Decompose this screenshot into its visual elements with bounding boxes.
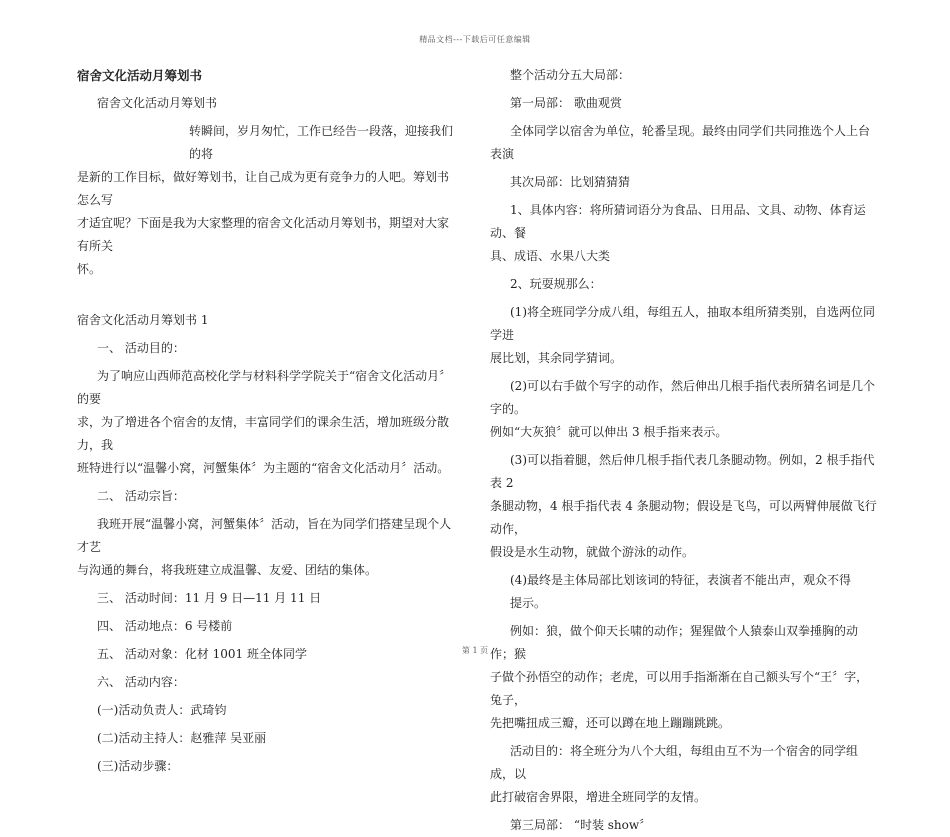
section-title: 宿舍文化活动月筹划书 1: [77, 313, 209, 327]
right-line: 全体同学以宿舍为单位，轮番呈现。最终由同学们共同推选个人上台表演: [490, 124, 871, 161]
right-line: (2)可以右手做个写字的动作，然后伸出几根手指代表所猜名词是几个字的。: [490, 379, 876, 416]
list-item: 三、 活动时间：11 月 9 日—11 月 11 日: [97, 591, 322, 605]
right-line: 2、玩耍规那么：: [510, 277, 602, 291]
list-item: 五、 活动对象：化材 1001 班全体同学: [97, 647, 307, 661]
right-line: 其次局部：比划猜猜猜: [510, 175, 631, 189]
list-item: 与沟通的舞台，将我班建立成温馨、友爱、团结的集体。: [77, 563, 378, 577]
intro-line: 是新的工作目标，做好筹划书，让自己成为更有竞争力的人吧。筹划书怎么写: [77, 170, 450, 207]
document-title: 宿舍文化活动月筹划书: [77, 68, 203, 83]
page-number: 第 1 页: [461, 646, 489, 655]
document-subtitle: 宿舍文化活动月筹划书: [97, 96, 218, 110]
right-line: 展比划，其余同学猜词。: [490, 351, 623, 365]
list-item: (三)活动步骤：: [97, 759, 179, 773]
list-item: 六、 活动内容：: [97, 675, 185, 689]
right-line: 子做个孙悟空的动作；老虎，可以用手指渐渐在自己额头写个“王〞字，兔子，: [490, 670, 869, 707]
right-line: 此打破宿舍界限，增进全班同学的友情。: [490, 790, 707, 804]
right-line: 假设是水生动物，就做个游泳的动作。: [490, 545, 695, 559]
right-line: 整个活动分五大局部：: [510, 68, 631, 82]
intro-line: 转瞬间，岁月匆忙，工作已经告一段落，迎接我们的将: [189, 124, 454, 161]
list-item: 求，为了增进各个宿舍的友情，丰富同学们的课余生活，增加班级分散力，我: [77, 415, 450, 452]
right-line: 具、成语、水果八大类: [490, 249, 611, 263]
right-line: 条腿动物，4 根手指代表 4 条腿动物；假设是飞鸟，可以两臂伸展做飞行动作，: [490, 499, 877, 536]
right-line: 1、具体内容：将所猜词语分为食品、日用品、文具、动物、体育运动、餐: [490, 203, 866, 240]
right-column: [490, 64, 880, 837]
list-item: 一、 活动目的：: [97, 341, 185, 355]
list-item: 班特进行以“温馨小窝，河蟹集体〞为主题的“宿舍文化活动月〞活动。: [77, 461, 450, 475]
list-item: 我班开展“温馨小窝，河蟹集体〞活动，旨在为同学们搭建呈现个人才艺: [77, 517, 452, 554]
list-item: 二、 活动宗旨：: [97, 489, 185, 503]
list-item: 为了响应山西师范高校化学与材料科学学院关于“宿舍文化活动月〞的要: [77, 369, 452, 406]
right-line: (3)可以指着腿，然后伸几根手指代表几条腿动物。例如，2 根手指代表 2: [490, 453, 875, 490]
right-line: 先把嘴扭成三瓣，还可以蹲在地上蹦蹦跳跳。: [490, 716, 731, 730]
right-line: 例如：狼，做个仰天长啸的动作；猩猩做个人猿泰山双拳捶胸的动作；猴: [490, 624, 859, 661]
intro-line: 才适宜呢？下面是我为大家整理的宿舍文化活动月筹划书，期望对大家有所关: [77, 216, 450, 253]
intro-line: 怀。: [77, 262, 102, 276]
list-item: 四、 活动地点：6 号楼前: [97, 619, 233, 633]
list-item: (二)活动主持人：赵雅萍 吴亚丽: [97, 731, 267, 745]
right-line: 活动目的：将全班分为八个大组，每组由互不为一个宿舍的同学组成，以: [490, 744, 859, 781]
right-line: 提示。: [510, 596, 547, 610]
header-note: 精品文档---下载后可任意编辑: [419, 35, 531, 44]
left-column: [77, 64, 455, 778]
right-line: (4)最终是主体局部比划该词的特征，表演者不能出声，观众不得: [510, 573, 852, 587]
right-line: (1)将全班同学分成八组，每组五人，抽取本组所猜类别，自选两位同学进: [490, 305, 876, 342]
right-line: 第一局部： 歌曲观赏: [510, 96, 622, 110]
list-item: (一)活动负责人：武琦钧: [97, 703, 227, 717]
right-line: 第三局部： “时装 show〞: [510, 818, 652, 832]
right-line: 例如“大灰狼〞就可以伸出 3 根手指来表示。: [490, 425, 728, 439]
